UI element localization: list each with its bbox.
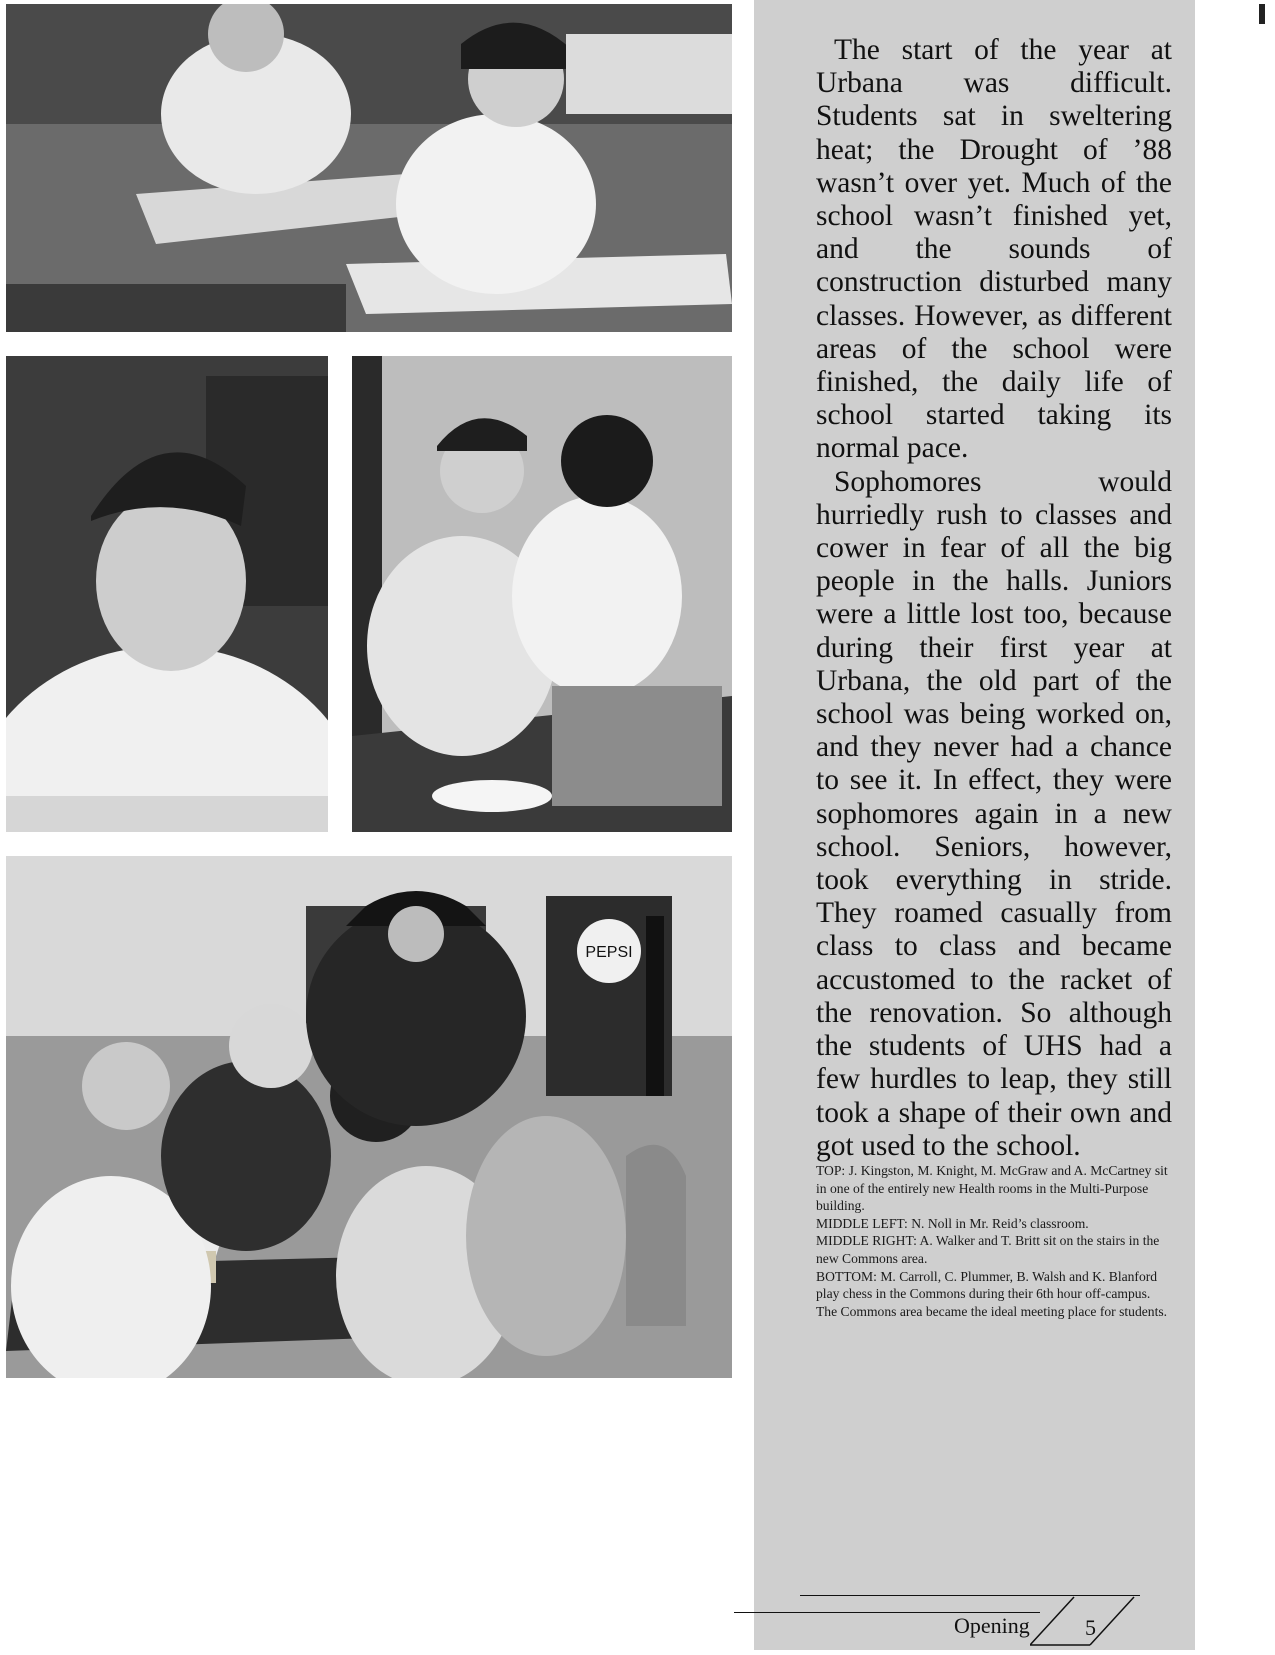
photo-bottom-illustration [6, 856, 732, 1378]
photo-middle-left-illustration [6, 356, 328, 832]
photo-bottom-commons-chess [6, 856, 732, 1378]
caption-middle-left: MIDDLE LEFT: N. Noll in Mr. Reid’s classroom. [816, 1215, 1089, 1231]
folio-section-label: Opening [954, 1613, 1030, 1638]
photo-top-health-room [6, 4, 732, 332]
photo-middle-right-illustration [352, 356, 732, 832]
photo-captions [816, 1162, 1172, 1320]
photo-middle-left-classroom [6, 356, 328, 832]
caption-bottom: BOTTOM: M. Carroll, C. Plummer, B. Walsh and K. Blanford play chess in the Commons during their 6th hour off-campus. The Commons area became the ideal meeting place for students. [816, 1268, 1168, 1319]
caption-middle-right: MIDDLE RIGHT: A. Walker and T. Britt sit on the stairs in the new Commons area. [816, 1233, 1160, 1266]
caption-top: TOP: J. Kingston, M. Knight, M. McGraw and A. McCartney sit in one of the entirely new Health rooms in the Multi-Purpose building. [816, 1163, 1168, 1214]
article-paragraph-2: Sophomores would hurriedly rush to classes and cower in fear of all the big people in the halls. Juniors were a little lost too, because during their first year at Urbana, the old part of the school was being worked on, and they never had a chance to see it. In effect, they were sophomores again in a new school. Seniors, however, took everything in stride. They roamed casually from class to class and became accustomed to the racket of the renovation. So although the students of UHS had a few hurdles to leap, they still took a shape of their own and got used to the school. [816, 465, 1172, 1162]
photo-top-illustration [6, 4, 732, 332]
page-edge-mark [1259, 4, 1265, 24]
photo-middle-right-commons-stairs [352, 356, 732, 832]
pepsi-sign-text: PEPSI [585, 944, 633, 961]
folio-page-number: 5 [1085, 1615, 1096, 1640]
article-paragraph-1: The start of the year at Urbana was difficult. Students sat in sweltering heat; the Drought of ’88 wasn’t over yet. Much of the school wasn’t finished yet, and the sounds of construction disturbed many classes. However, as different areas of the school were finished, the daily life of school started taking its normal pace. [816, 34, 1172, 465]
opening-article [816, 34, 1172, 1163]
